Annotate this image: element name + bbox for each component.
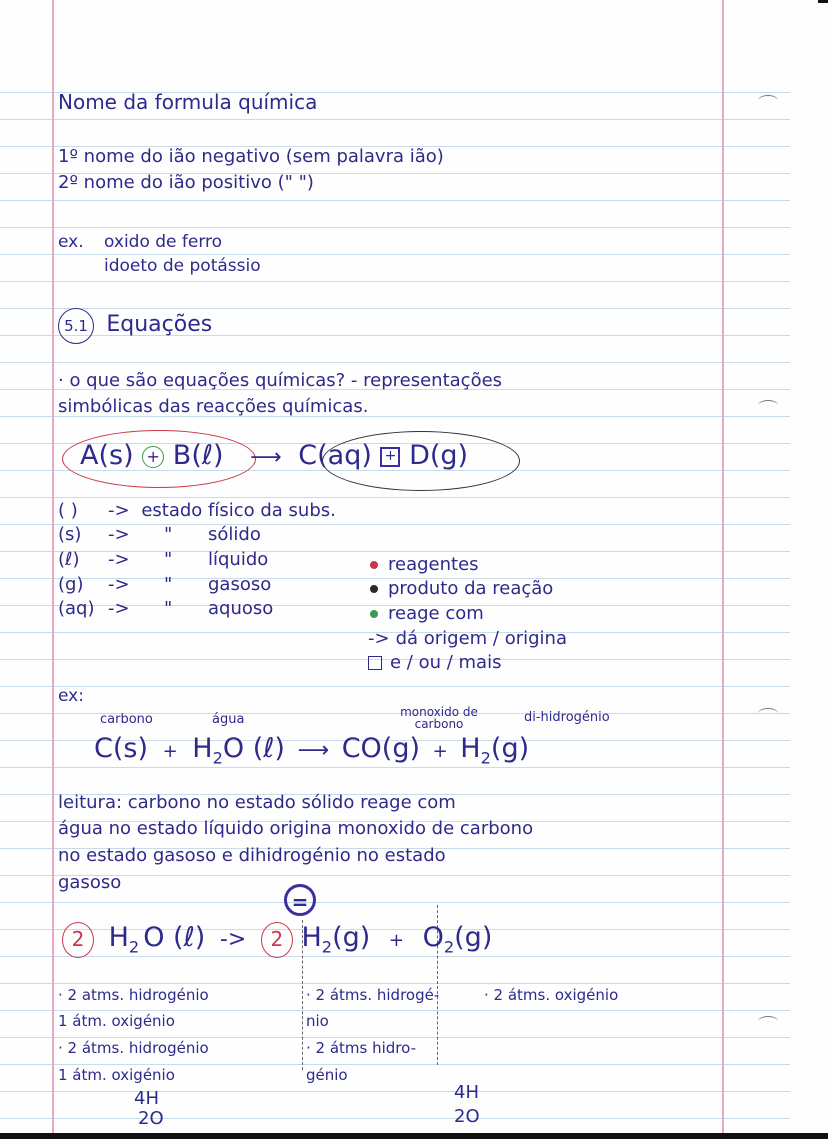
state-row: (aq) -> " aquoso <box>58 598 274 619</box>
legend-item-product: produto da reação <box>370 578 553 599</box>
legend-item-reagents: reagentes <box>370 554 479 575</box>
annotation-dihidrogenio: di-hidrogénio <box>524 710 610 725</box>
reacts-with-plus: + <box>142 446 164 468</box>
punch-hole-mark <box>758 1016 778 1027</box>
product-c: C(aq) <box>298 440 372 471</box>
reagent-a: A(s) <box>80 440 134 471</box>
example-item: oxido de ferro <box>104 232 223 252</box>
green-dot-icon <box>370 610 378 618</box>
atom-count-middle: génio <box>306 1066 348 1084</box>
reading-line: gasoso <box>58 872 122 893</box>
left-total-h: 4H <box>134 1088 159 1109</box>
atom-count-middle: · 2 átms hidro- <box>306 1039 417 1057</box>
punch-hole-mark <box>758 708 778 719</box>
square-icon <box>368 656 382 670</box>
atom-count-right: · 2 átms. oxigénio <box>484 986 619 1004</box>
state-row: ( ) -> estado físico da subs. <box>58 500 336 521</box>
red-dot-icon <box>370 561 378 569</box>
left-margin-line <box>52 0 54 1139</box>
coefficient-circle: 2 <box>62 922 94 958</box>
page-title: Nome da formula química <box>58 90 318 114</box>
example2-equation: $C(s) + H_2O$ (ℓ) ⟶ $CO(g) + H_2(g)$ <box>94 733 530 768</box>
naming-rule-1: 1º nome do ião negativo (sem palavra ião) <box>58 146 444 167</box>
section-number-badge: 5.1 <box>58 308 94 344</box>
right-total-h: 4H <box>454 1082 479 1103</box>
atom-count-left: 1 átm. oxigénio <box>58 1012 175 1030</box>
question-line: simbólicas das reacções químicas. <box>58 396 369 417</box>
punch-hole-mark <box>758 400 778 411</box>
example2-label: ex: <box>58 686 84 706</box>
arrow-icon: -> <box>368 628 390 649</box>
and-or-plus-box: + <box>380 447 400 467</box>
yields-arrow: ⟶ <box>250 445 282 470</box>
state-row: (s) -> " sólido <box>58 524 261 545</box>
atom-count-middle: · 2 átms. hidrogé- <box>306 986 440 1004</box>
examples-label: ex. <box>58 232 84 252</box>
reading-line: água no estado líquido origina monoxido de carbono <box>58 818 534 839</box>
generic-equation <box>80 440 468 471</box>
annotation-monoxido: monoxido de carbono <box>400 705 478 731</box>
atom-count-left: · 2 atms. hidrogénio <box>58 986 209 1004</box>
product-d: D(g) <box>409 440 469 471</box>
annotation-carbono: carbono <box>100 712 153 727</box>
reagent-b: B(ℓ) <box>172 440 224 471</box>
right-margin-line <box>722 0 724 1139</box>
coefficient-circle: 2 <box>261 922 293 958</box>
annotation-agua: água <box>212 712 245 727</box>
state-row: (g) -> " gasoso <box>58 574 272 595</box>
atom-count-left: · 2 átms. hidrogénio <box>58 1039 209 1057</box>
right-total-o: 2O <box>454 1106 480 1127</box>
legend-item-and-or: e / ou / mais <box>368 652 501 673</box>
legend-item-reacts-with: reage com <box>370 603 484 624</box>
state-row: (ℓ) -> " líquido <box>58 549 269 570</box>
atom-count-left: 1 átm. oxigénio <box>58 1066 175 1084</box>
section-heading <box>58 308 212 344</box>
legend-item-yields: -> dá origem / origina <box>368 628 567 649</box>
left-total-o: 2O <box>138 1108 164 1129</box>
equals-circle-icon: = <box>284 884 316 916</box>
scan-corner-mark <box>818 0 828 3</box>
punch-hole-mark <box>758 95 778 106</box>
scan-bottom-edge <box>0 1133 828 1139</box>
black-dot-icon <box>370 585 378 593</box>
balanced-equation: 2 $H_2$ O (ℓ) -> 2 $H_2(g) + O_2(g)$ <box>62 922 492 958</box>
section-title: Equações <box>106 312 213 337</box>
naming-rule-2: 2º nome do ião positivo (" ") <box>58 172 314 193</box>
example-item: idoeto de potássio <box>104 256 261 276</box>
atom-count-middle: nio <box>306 1012 329 1030</box>
question-line: · o que são equações químicas? - representações <box>58 370 503 391</box>
reading-line: leitura: carbono no estado sólido reage com <box>58 792 456 813</box>
reading-line: no estado gasoso e dihidrogénio no estado <box>58 845 446 866</box>
